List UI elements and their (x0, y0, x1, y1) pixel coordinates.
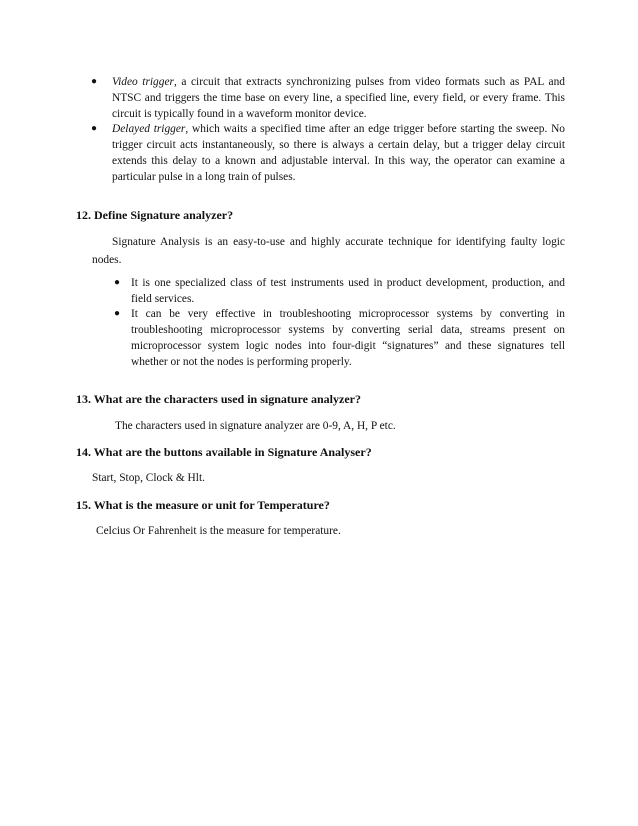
bullet-marker: ● (114, 277, 121, 288)
bullet-term: Delayed trigger (112, 123, 186, 135)
question-heading: 12. Define Signature analyzer? (76, 208, 234, 222)
list-item: It can be very effective in troubleshooting microprocessor systems by converting in troubleshooting microprocessor systems by converting serial data, streams present on microprocessor system logic nodes into four-digit “signatures” and these signatures tell whether or not the nodes is performing properly. (131, 308, 565, 368)
answer-text: Celcius Or Fahrenheit is the measure for temperature. (96, 525, 341, 537)
question-heading: 13. What are the characters used in signature analyzer? (76, 392, 361, 406)
list-item: It is one specialized class of test instruments used in product development, production, and field services. (131, 277, 565, 305)
bullet-marker: ● (91, 123, 98, 134)
answer-text: Start, Stop, Clock & Hlt. (92, 472, 205, 484)
question-heading: 15. What is the measure or unit for Temperature? (76, 498, 330, 512)
paragraph: Signature Analysis is an easy-to-use and highly accurate technique for identifying faulty logic nodes. (92, 236, 565, 266)
answer-text: The characters used in signature analyzer are 0-9, A, H, P etc. (115, 420, 396, 432)
bullet-marker: ● (91, 76, 98, 87)
question-heading: 14. What are the buttons available in Signature Analyser? (76, 445, 372, 459)
bullet-term: Video trigger (112, 76, 174, 88)
bullet-video-trigger (112, 74, 565, 122)
bullet-marker: ● (114, 308, 121, 319)
bullet-delayed-trigger (112, 121, 565, 185)
bullet-text: , which waits a specified time after an edge trigger before starting the sweep. No trigger circuit acts instantaneously, so there is always a certain delay, but a trigger delay circuit extends this delay to a known and adjustable interval. In this way, the operator can examine a particular pulse in a long train of pulses. (112, 123, 565, 183)
bullet-text: , a circuit that extracts synchronizing pulses from video formats such as PAL and NTSC and triggers the time base on every line, a specified line, every field, or every frame. This circuit is typically found in a waveform monitor device. (112, 76, 565, 120)
